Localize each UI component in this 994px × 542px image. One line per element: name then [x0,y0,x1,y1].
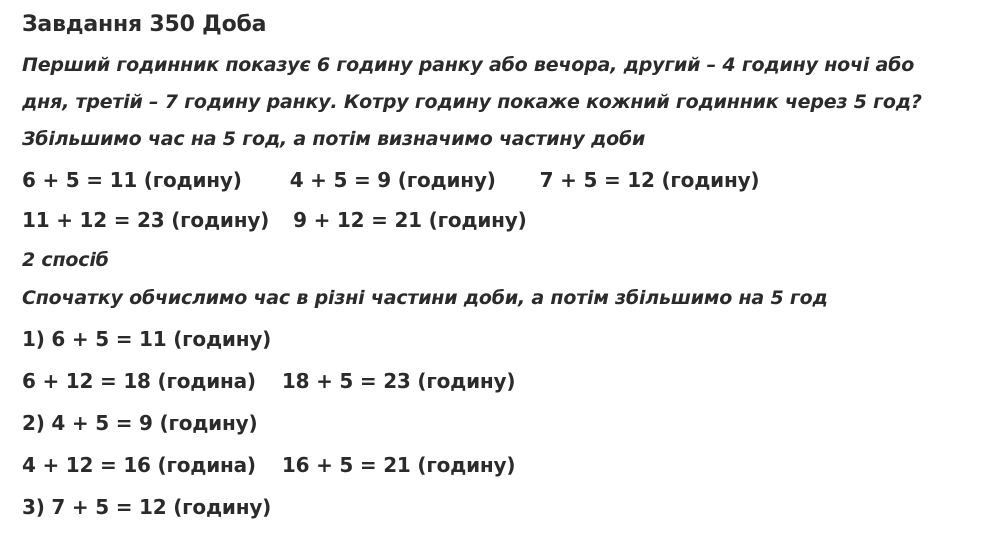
method-2-step-1-calc [22,369,515,393]
problem-text-line-2: дня, третій – 7 годину ранку. Котру годину покаже кожний годинник через 5 год? [22,91,922,113]
method-2-intro: Спочатку обчислимо час в різні частини доби, а потім збільшимо на 5 год [22,287,828,309]
equation: 4 + 5 = 9 (годину) [289,168,496,192]
equation: 6 + 5 = 11 (годину) [22,168,242,192]
equation: 9 + 12 = 21 (годину) [293,208,527,232]
equation: 11 + 12 = 23 (годину) [22,208,270,232]
equation: 4 + 12 = 16 (година) [22,453,256,477]
method-2-heading: 2 спосіб [22,249,109,271]
problem-text-line-1: Перший годинник показує 6 годину ранку або вечора, другий – 4 годину ночі або [22,54,915,76]
method-1-intro: Збільшимо час на 5 год, а потім визначимо частину доби [22,128,646,150]
method-2-step-2-calc [22,453,515,477]
method-1-row-2 [22,208,527,232]
equation: 16 + 5 = 21 (годину) [281,453,516,477]
method-2-step-2: 2) 4 + 5 = 9 (годину) [22,411,258,435]
equation: 18 + 5 = 23 (годину) [281,369,516,393]
method-2-step-1: 1) 6 + 5 = 11 (годину) [22,327,272,351]
method-2-step-3: 3) 7 + 5 = 12 (годину) [22,495,272,519]
equation: 6 + 12 = 18 (година) [22,369,256,393]
task-title: Завдання 350 Доба [22,12,267,37]
method-1-row-1 [22,168,759,192]
equation: 7 + 5 = 12 (годину) [539,168,760,192]
